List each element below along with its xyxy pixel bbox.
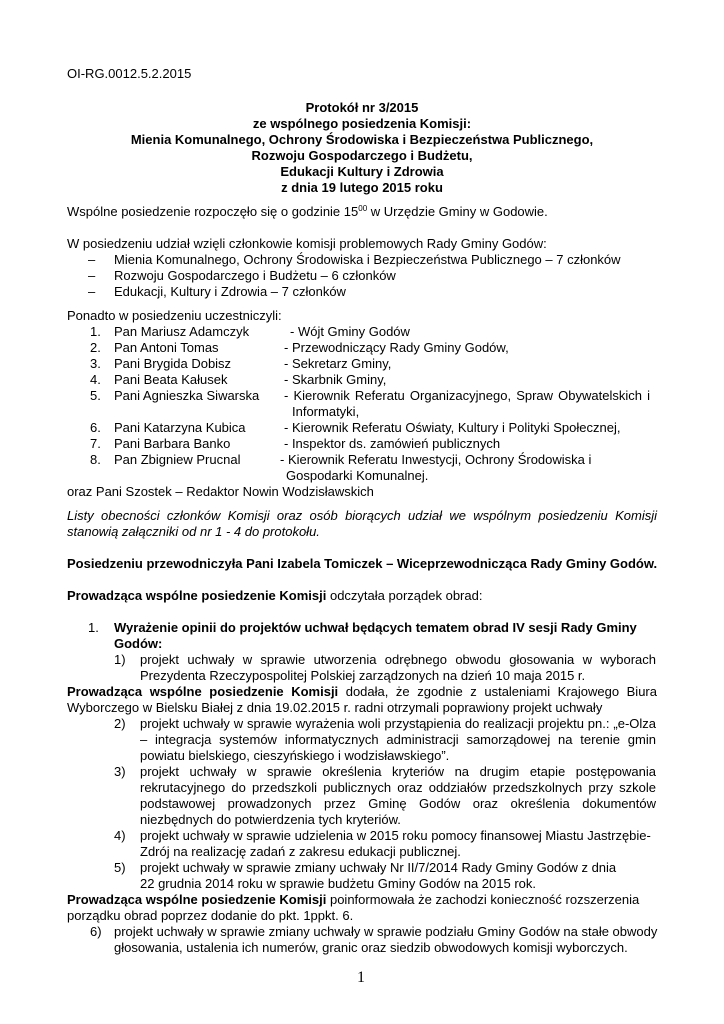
project-line: projekt uchwały w sprawie utworzenia odrębnego obwodu głosowania w wyborach xyxy=(140,652,656,667)
project-line: 22 grudnia 2014 roku w sprawie budżetu Gminy Godów na 2015 rok. xyxy=(140,876,537,891)
project-line: głosowania, ustalenia ich numerów, granic oraz siedzib obwodowych komisji wyborczych. xyxy=(114,940,628,955)
attendee-name: Pani Beata Kałusek xyxy=(114,372,228,387)
project-line: powiatu bielskiego, cieszyńskiego i wodzisławskiego”. xyxy=(140,748,450,763)
attendee-name: Pani Barbara Banko xyxy=(114,436,231,451)
attendee-role: - Wójt Gminy Godów xyxy=(290,324,410,339)
project-line: projekt uchwały w sprawie zmiany uchwały Nr II/7/2014 Rady Gminy Godów z dnia xyxy=(140,860,617,875)
attendee-role-cont: Gospodarki Komunalnej. xyxy=(286,468,429,483)
attendee-role: - Kierownik Referatu Oświaty, Kultury i Polityki Społecznej, xyxy=(284,420,621,435)
attendee-number: 8. xyxy=(90,452,101,467)
attendee-role: - Kierownik Referatu Inwestycji, Ochrony Środowiska i xyxy=(280,452,592,467)
project-line: – integracja systemów informatycznych administracji samorządowej na terenie gmin xyxy=(140,732,656,747)
list-item: Rozwoju Gospodarczego i Budżetu – 6 członków xyxy=(114,268,396,283)
project-number: 2) xyxy=(114,716,126,731)
agenda-item-line: Wyrażenie opinii do projektów uchwał będących tematem obrad IV sesji Rady Gminy xyxy=(114,620,637,635)
list-item: Edukacji, Kultury i Zdrowia – 7 członków xyxy=(114,284,346,299)
members-intro: W posiedzeniu udział wzięli członkowie komisji problemowych Rady Gminy Godów: xyxy=(67,236,547,251)
title-line: z dnia 19 lutego 2015 roku xyxy=(281,180,443,195)
project-number: 6) xyxy=(90,924,102,939)
attendance-note-line: stanowią załączniki od nr 1 - 4 do protokołu. xyxy=(67,524,320,539)
opening-sentence: Wspólne posiedzenie rozpoczęło się o godzinie $15^{00}$ w Urzędzie Gminy w Godowie. xyxy=(67,204,548,219)
agenda-item-line: Godów: xyxy=(114,636,163,651)
chair-remark-line: porządku obrad poprzez dodanie do pkt. 1ppkt. 6. xyxy=(67,908,354,923)
attendee-name: Pan Zbigniew Prucnal xyxy=(114,452,241,467)
project-number: 5) xyxy=(114,860,126,875)
list-dash: – xyxy=(88,252,96,267)
title-line: Mienia Komunalnego, Ochrony Środowiska i Bezpieczeństwa Publicznego, xyxy=(130,132,594,147)
list-item: Mienia Komunalnego, Ochrony Środowiska i Bezpieczeństwa Publicznego – 7 członków xyxy=(114,252,621,267)
attendee-number: 6. xyxy=(90,420,101,435)
list-dash: – xyxy=(88,268,96,283)
project-line: podstawowej prowadzonych przez Gminę Godów oraz określenia dokumentów xyxy=(140,796,656,811)
attendance-note-line: Listy obecności członków Komisji oraz osób biorących udział we wspólnym posiedzeniu Komisji xyxy=(67,508,657,523)
title-line: Edukacji Kultury i Zdrowia xyxy=(280,164,444,179)
project-number: 1) xyxy=(114,652,126,667)
attendees-extra: oraz Pani Szostek – Redaktor Nowin Wodzisławskich xyxy=(67,484,374,499)
attendee-role: - Inspektor ds. zamówień publicznych xyxy=(284,436,501,451)
agenda-intro: Prowadząca wspólne posiedzenie Komisji odczytała porządek obrad: xyxy=(67,588,483,603)
project-line: Zdrój na realizację zadań z zakresu edukacji publicznej. xyxy=(140,844,461,859)
project-line: niezbędnych do potwierdzenia tych kryteriów. xyxy=(140,812,401,827)
project-number: 3) xyxy=(114,764,126,779)
chair-remark: Prowadząca wspólne posiedzenie Komisji dodała, że zgodnie z ustaleniami Krajowego Biura xyxy=(67,684,657,699)
page-number: 1 xyxy=(357,969,365,986)
attendee-role-cont: Informatyki, xyxy=(292,404,360,419)
project-line: rekrutacyjnego do przedszkoli publicznych oraz oddziałów przedszkolnych przy szkole xyxy=(140,780,656,795)
attendee-role: - Sekretarz Gminy, xyxy=(284,356,392,371)
attendee-role: - Przewodniczący Rady Gminy Godów, xyxy=(284,340,509,355)
attendee-number: 1. xyxy=(90,324,101,339)
project-line: projekt uchwały w sprawie zmiany uchwały w sprawie podziału Gminy Godów na stałe obwody xyxy=(114,924,658,939)
agenda-number: 1. xyxy=(88,620,99,635)
project-line: projekt uchwały w sprawie wyrażenia woli przystąpienia do realizacji projektu pn.: „e-Olza xyxy=(140,716,656,731)
attendee-name: Pani Brygida Dobisz xyxy=(114,356,232,371)
attendees-intro: Ponadto w posiedzeniu uczestniczyli: xyxy=(67,308,282,323)
chair-remark: Prowadząca wspólne posiedzenie Komisji poinformowała że zachodzi konieczność rozszerzenia xyxy=(67,892,640,907)
attendee-number: 7. xyxy=(90,436,101,451)
chair-remark-line: Wyborczego w Bielsku Białej z dnia 19.02.2015 r. radni otrzymali poprawiony projekt uchwały xyxy=(67,700,603,715)
document-reference: OI-RG.0012.5.2.2015 xyxy=(67,66,192,81)
attendee-number: 4. xyxy=(90,372,101,387)
attendee-role: - Skarbnik Gminy, xyxy=(284,372,387,387)
attendee-name: Pani Katarzyna Kubica xyxy=(114,420,246,435)
attendee-number: 5. xyxy=(90,388,101,403)
attendee-name: Pan Antoni Tomas xyxy=(114,340,219,355)
attendee-name: Pani Agnieszka Siwarska xyxy=(114,388,260,403)
chair-line: Posiedzeniu przewodniczyła Pani Izabela Tomiczek – Wiceprzewodnicząca Rady Gminy Godów. xyxy=(67,556,658,571)
project-line: Prezydenta Rzeczypospolitej Polskiej zarządzonych na dzień 10 maja 2015 r. xyxy=(140,668,586,683)
project-line: projekt uchwały w sprawie określenia kryteriów na drugim etapie postępowania xyxy=(140,764,656,779)
project-number: 4) xyxy=(114,828,126,843)
attendee-role: - Kierownik Referatu Organizacyjnego, Spraw Obywatelskich i xyxy=(284,388,650,403)
attendee-number: 2. xyxy=(90,340,101,355)
title-line: Protokół nr 3/2015 xyxy=(305,100,419,115)
title-line: ze wspólnego posiedzenia Komisji: xyxy=(252,116,472,131)
attendee-number: 3. xyxy=(90,356,101,371)
title-line: Rozwoju Gospodarczego i Budżetu, xyxy=(251,148,473,163)
project-line: projekt uchwały w sprawie udzielenia w 2015 roku pomocy finansowej Miastu Jastrzębie- xyxy=(140,828,651,843)
list-dash: – xyxy=(88,284,96,299)
attendee-name: Pan Mariusz Adamczyk xyxy=(114,324,250,339)
